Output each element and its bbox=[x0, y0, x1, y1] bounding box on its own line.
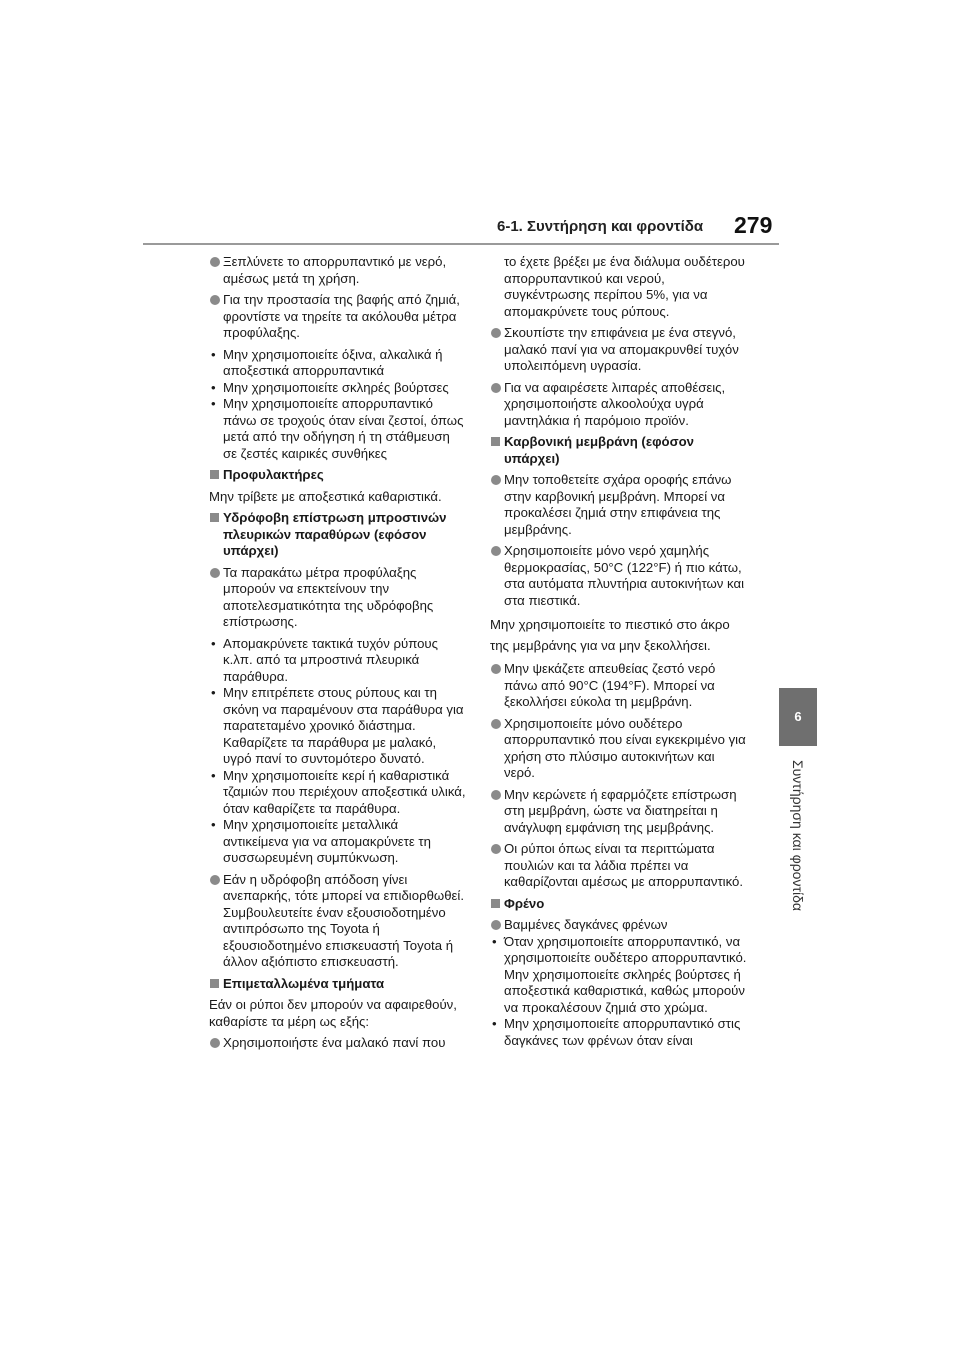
continued-text: το έχετε βρέξει με ένα διάλυμα ουδέτερου απορρυπαντικού και νερού, συγκέντρωσης περίπου 5%, για να απομακρύνετε τους ρύπους. bbox=[504, 254, 745, 319]
dash-calipers-hot: • Μην χρησιμοποιείτε απορρυπαντικό στις δαγκάνες των φρένων όταν είναι bbox=[490, 1016, 748, 1049]
bullet-low-temp-water: Χρησιμοποιείτε μόνο νερό χαμηλής θερμοκρασίας, 50°C (122°F) ή πιο κάτω, στα αυτόματα πλυντήρια αυτοκινήτων και στα πιεστικά. bbox=[490, 543, 748, 609]
heading-carbon-membrane: Καρβονική μεμβράνη (εφόσον υπάρχει) bbox=[490, 434, 748, 467]
dash-metal-objects: • Μην χρησιμοποιείτε μεταλλικά αντικείμενα για να απομακρύνετε τη συσσωρευμένη συμπύκνωση. bbox=[209, 817, 467, 867]
paragraph-nozzle: Μην χρησιμοποιείτε το πιεστικό στο άκρο της μεμβράνης για να μην ξεκολλήσει. bbox=[490, 617, 730, 653]
section-title: 6-1. Συντήρηση και φροντίδα bbox=[497, 218, 704, 235]
bullet-coating-precautions: Τα παρακάτω μέτρα προφύλαξης μπορούν να επεκτείνουν την αποτελεσματικότητα της υδρόφοβης επίστρωσης. bbox=[209, 565, 467, 631]
dash-hot-wheels: • Μην χρησιμοποιείτε απορρυπαντικό πάνω σε τροχούς όταν είναι ζεστοί, όπως μετά από την οδήγηση ή τη στάθμευση σε ζεστές καιρικές συνθήκες bbox=[209, 396, 467, 462]
bullet-neutral-detergent: Χρησιμοποιείτε μόνο ουδέτερο απορρυπαντικό που είναι εγκεκριμένο για χρήση στο πλύσιμο αυτοκινήτων και νερό. bbox=[490, 716, 748, 782]
dash-acid-detergents: • Μην χρησιμοποιείτε όξινα, αλκαλικά ή αποξεστικά απορρυπαντικά bbox=[209, 347, 467, 380]
heading-bumpers: Προφυλακτήρες bbox=[209, 467, 467, 484]
chapter-side-label bbox=[779, 760, 817, 960]
bullet-dry-cloth: Σκουπίστε την επιφάνεια με ένα στεγνό, μαλακό πανί για να απομακρυνθεί τυχόν υπολειπόμενη υγρασία. bbox=[490, 325, 748, 375]
heading-brakes: Φρένο bbox=[490, 896, 748, 913]
bullet-rinse: Ξεπλύνετε το απορρυπαντικό με νερό, αμέσως μετά τη χρήση. bbox=[209, 254, 467, 287]
right-column bbox=[490, 254, 748, 1049]
paragraph-plated-parts: Εάν οι ρύποι δεν μπορούν να αφαιρεθούν, καθαρίστε τα μέρη ως εξής: bbox=[209, 997, 457, 1029]
dash-wax: • Μην χρησιμοποιείτε κερί ή καθαριστικά τζαμιών που περιέχουν αποξεστικά υλικά, όταν καθαρίζετε τα παράθυρα. bbox=[209, 768, 467, 818]
bullet-paint-protection: Για την προστασία της βαφής από ζημιά, φροντίστε να τηρείτε τα ακόλουθα μέτρα προφύλαξης. bbox=[209, 292, 467, 342]
bullet-repair: Εάν η υδρόφοβη απόδοση γίνει ανεπαρκής, τότε μπορεί να επιδιορθωθεί. Συμβουλευτείτε έναν εξουσιοδοτημένο αντιπρόσωπο της Toyota ή εξουσιοδοτημένο επισκευαστή Toyota ή άλλον αξιόπιστο επισκευαστή. bbox=[209, 872, 467, 971]
bullet-roof-rack: Μην τοποθετείτε σχάρα οροφής επάνω στην καρβονική μεμβράνη. Μπορεί να προκαλέσει ζημιά στην επιφάνεια της μεμβράνης. bbox=[490, 472, 748, 538]
dash-hard-brushes: • Μην χρησιμοποιείτε σκληρές βούρτσες bbox=[209, 380, 467, 397]
bullet-oily-deposits: Για να αφαιρέσετε λιπαρές αποθέσεις, χρησιμοποιήστε αλκοολούχα υγρά μαντηλάκια ή παρόμοιο προϊόν. bbox=[490, 380, 748, 430]
bullet-soft-cloth: Χρησιμοποιήστε ένα μαλακό πανί που bbox=[209, 1035, 467, 1052]
dash-dust: • Μην επιτρέπετε στους ρύπους και τη σκόνη να παραμένουν στα παράθυρα για παρατεταμένο χρονικό διάστημα. Καθαρίζετε τα παράθυρα με μαλακό, υγρό πανί το συντομότερο δυνατό. bbox=[209, 685, 467, 768]
page-number: 279 bbox=[734, 212, 773, 238]
chapter-tab: 6 bbox=[779, 688, 817, 746]
bullet-painted-calipers: Βαμμένες δαγκάνες φρένων bbox=[490, 917, 748, 934]
bullet-hot-water: Μην ψεκάζετε απευθείας ζεστό νερό πάνω από 90°C (194°F). Μπορεί να ξεκολλήσει εύκολα τη μεμβράνη. bbox=[490, 661, 748, 711]
heading-plated-parts: Επιμεταλλωμένα τμήματα bbox=[209, 976, 467, 993]
left-column bbox=[209, 254, 467, 1057]
header-divider bbox=[143, 243, 779, 245]
dash-calipers-detergent: • Όταν χρησιμοποιείτε απορρυπαντικό, να χρησιμοποιείτε ουδέτερο απορρυπαντικό. Μην χρησιμοποιείτε σκληρές βούρτσες ή αποξεστικά καθαριστικά, καθώς μπορούν να προκαλέσουν ζημιά στο χρώμα. bbox=[490, 934, 748, 1017]
bullet-droppings: Οι ρύποι όπως είναι τα περιττώματα πουλιών και τα λάδια πρέπει να καθαρίζονται αμέσως με απορρυπαντικό. bbox=[490, 841, 748, 891]
dash-remove-dirt: • Απομακρύνετε τακτικά τυχόν ρύπους κ.λπ. από τα μπροστινά πλευρικά παράθυρα. bbox=[209, 636, 467, 686]
bullet-no-wax: Μην κερώνετε ή εφαρμόζετε επίστρωση στη μεμβράνη, ώστε να διατηρείται η ανάγλυφη εμφάνιση της μεμβράνης. bbox=[490, 787, 748, 837]
chapter-title: Συντήρηση και φροντίδα bbox=[790, 760, 806, 911]
heading-hydrophobic-coating: Υδρόφοβη επίστρωση μπροστινών πλευρικών παραθύρων (εφόσον υπάρχει) bbox=[209, 510, 467, 560]
paragraph-bumpers: Μην τρίβετε με αποξεστικά καθαριστικά. bbox=[209, 488, 442, 504]
